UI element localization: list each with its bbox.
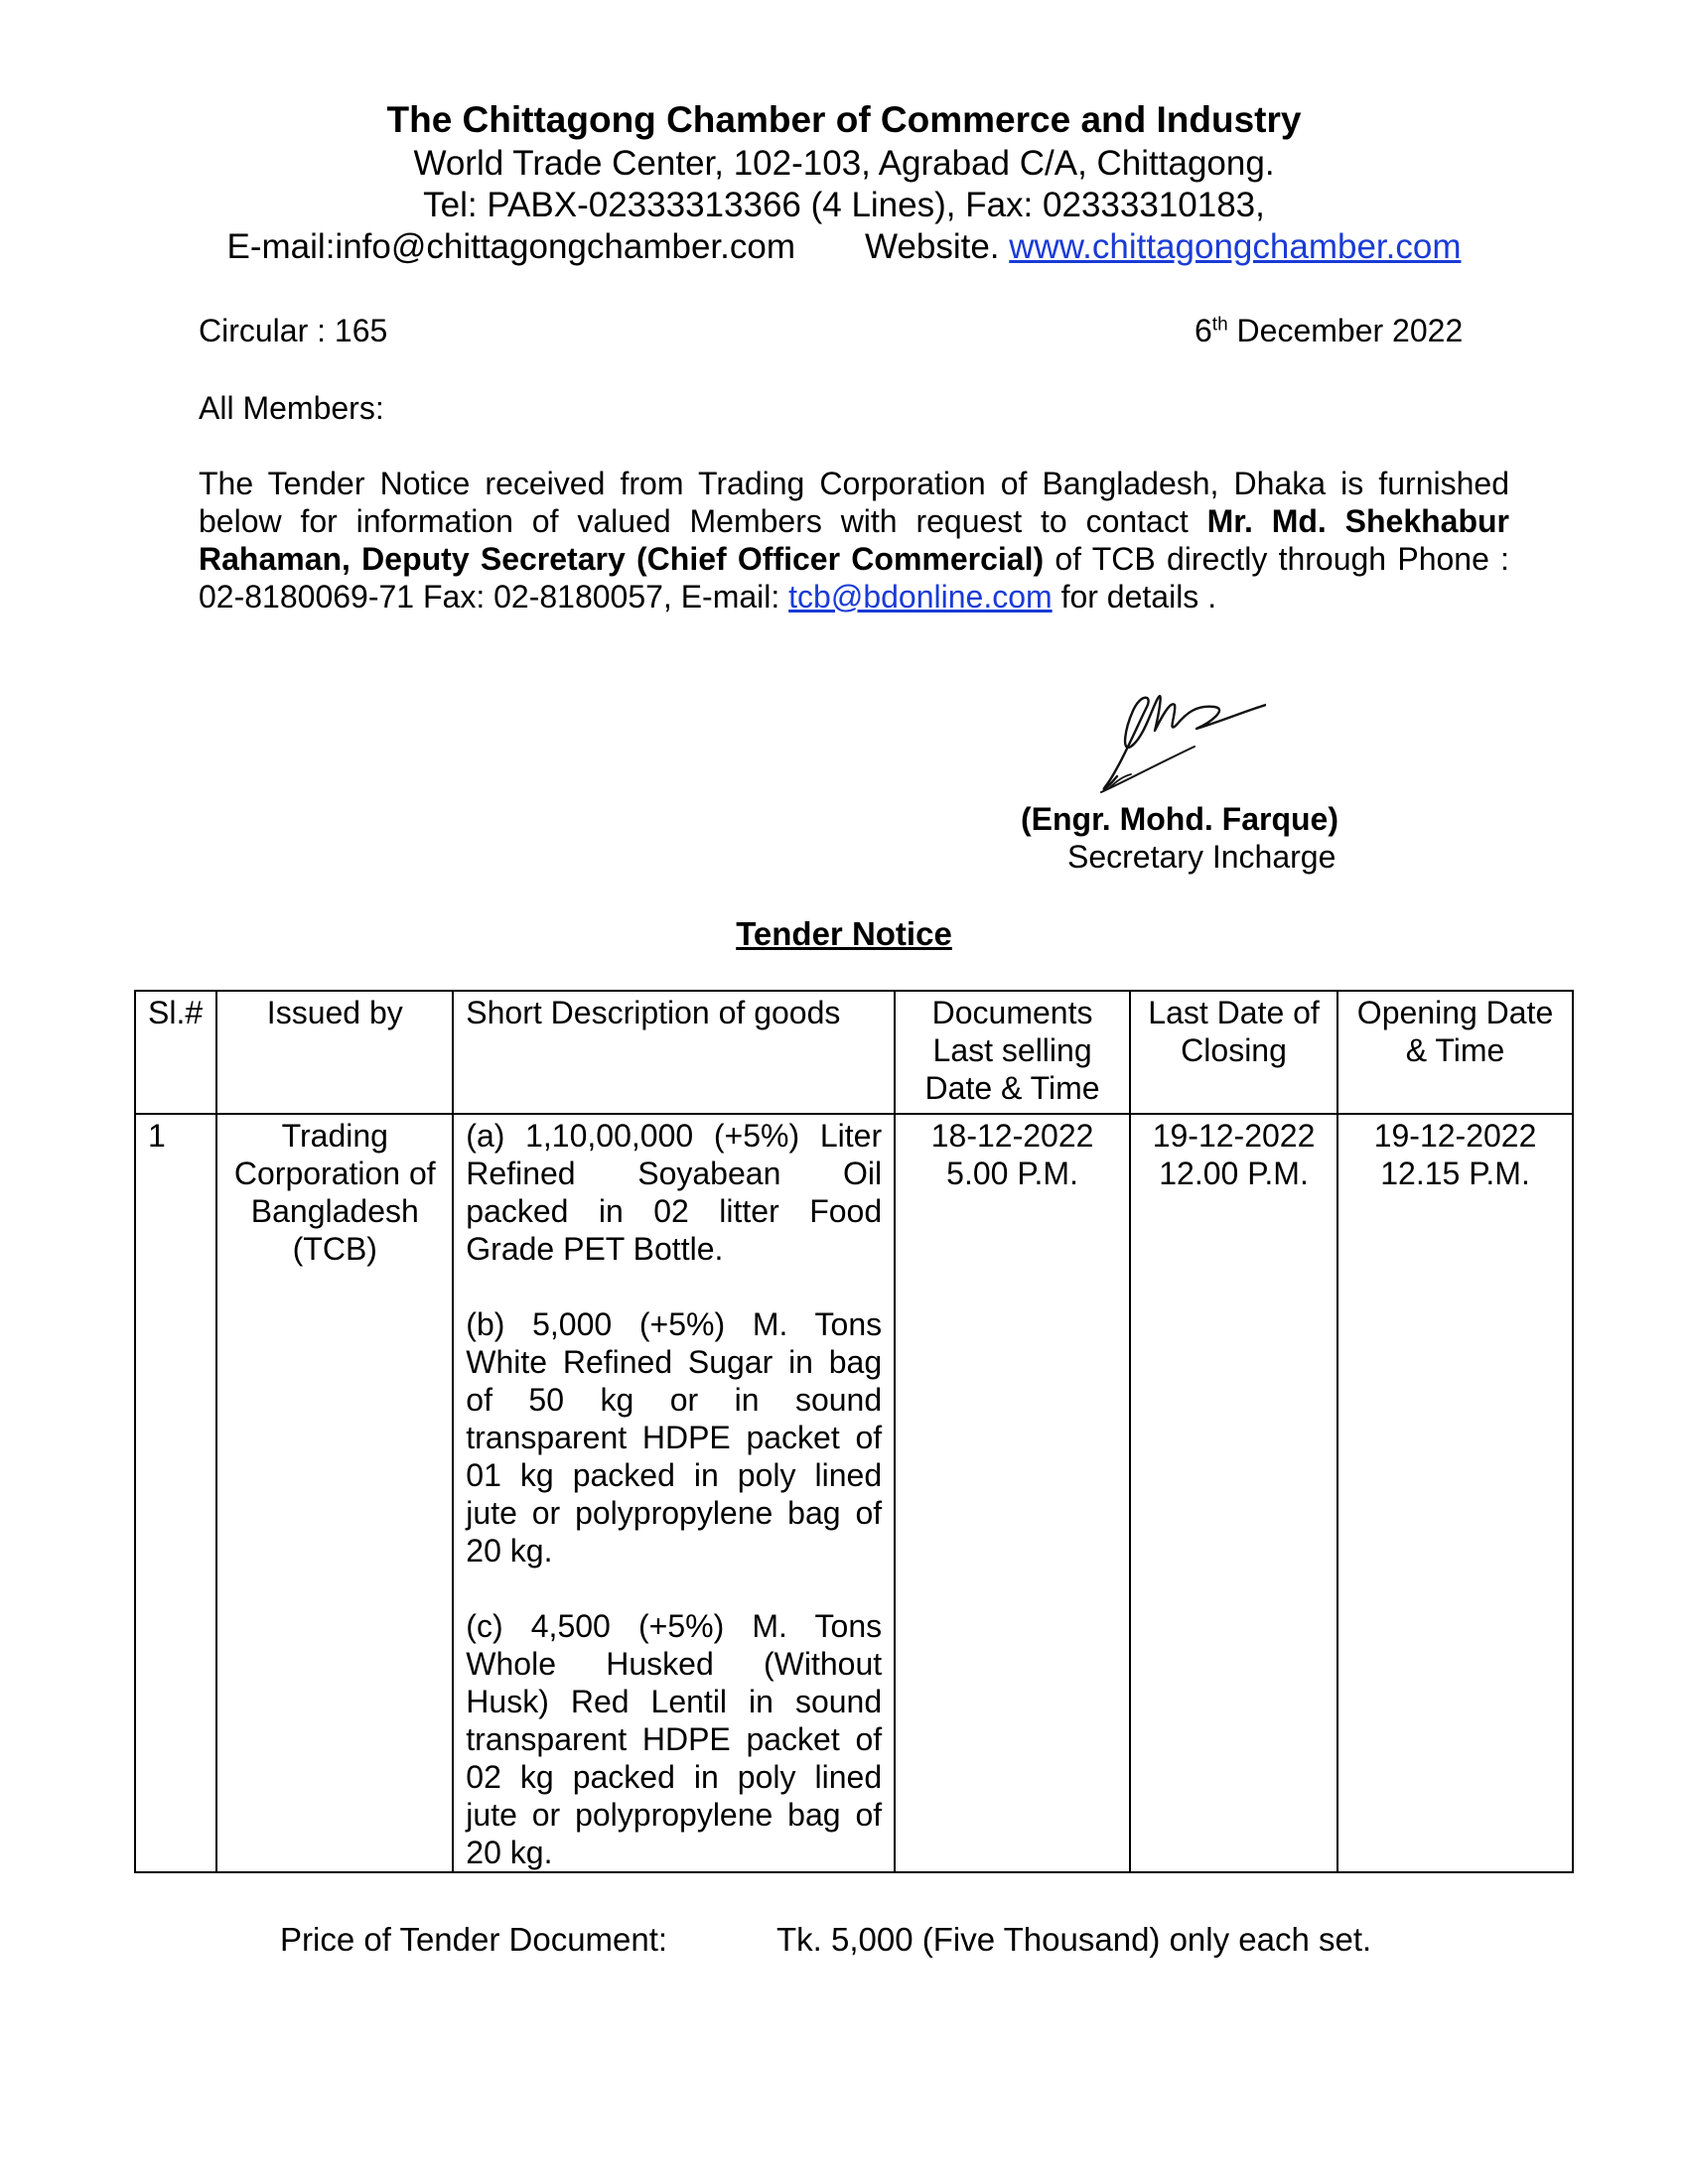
- website-link[interactable]: www.chittagongchamber.com: [1009, 227, 1462, 266]
- tender-notice-title: Tender Notice: [736, 915, 952, 952]
- organization-name: The Chittagong Chamber of Commerce and Industry: [386, 99, 1302, 140]
- close-time: 12.00 P.M.: [1159, 1156, 1309, 1191]
- open-date: 19-12-2022: [1373, 1118, 1537, 1154]
- phone-fax-line: Tel: PABX-02333313366 (4 Lines), Fax: 02333310183,: [423, 186, 1265, 224]
- body-text-3: for details .: [1052, 579, 1217, 614]
- doc-time: 5.00 P.M.: [946, 1156, 1078, 1191]
- header-documents: Documents Last selling Date & Time: [895, 991, 1130, 1114]
- circular-number: Circular : 165: [199, 313, 388, 348]
- header-sl: Sl.#: [135, 991, 216, 1114]
- table-row: [135, 1114, 1573, 1872]
- goods-item-a: (a) 1,10,00,000 (+5%) Liter Refined Soyabean Oil packed in 02 litter Food Grade PET Bottle.: [466, 1118, 883, 1267]
- salutation: All Members:: [199, 390, 384, 426]
- date-month-year: December 2022: [1227, 313, 1464, 348]
- doc-date: 18-12-2022: [930, 1118, 1094, 1154]
- body-paragraph: [199, 465, 1509, 615]
- close-date: 19-12-2022: [1152, 1118, 1316, 1154]
- price-value: Tk. 5,000 (Five Thousand) only each set.: [776, 1921, 1372, 1958]
- body-text-2: of TCB directly through Phone : 02-8180069-71 Fax: 02-8180057, E-mail:: [199, 541, 1510, 614]
- goods-item-b: (b) 5,000 (+5%) M. Tons White Refined Sugar in bag of 50 kg or in sound transparent HDPE packet of 01 kg packed in poly lined jute or polypropylene bag of 20 kg.: [466, 1306, 883, 1569]
- signature-image: [1087, 685, 1266, 804]
- table-header-row: [135, 991, 1573, 1114]
- tcb-email-link[interactable]: tcb@bdonline.com: [788, 579, 1053, 614]
- circular-date: [1195, 312, 1463, 349]
- contact-person: Mr. Md. Shekhabur Rahaman, Deputy Secretary (Chief Officer Commercial): [199, 503, 1510, 577]
- date-suffix: th: [1211, 314, 1228, 336]
- header-opening: Opening Date & Time: [1337, 991, 1573, 1114]
- date-day: 6: [1195, 313, 1212, 348]
- cell-opening: [1337, 1114, 1573, 1872]
- header-description: Short Description of goods: [453, 991, 895, 1114]
- signatory-name: (Engr. Mohd. Farque): [1021, 801, 1338, 837]
- cell-closing: [1130, 1114, 1337, 1872]
- contact-line: [0, 226, 1688, 268]
- tender-table: [134, 990, 1574, 1873]
- email-text: E-mail:info@chittagongchamber.com: [226, 227, 795, 266]
- goods-item-c: (c) 4,500 (+5%) M. Tons Whole Husked (Without Husk) Red Lentil in sound transparent HDPE packet of 02 kg packed in poly lined jute or polypropylene bag of 20 kg.: [466, 1608, 883, 1870]
- website-label: Website.: [864, 227, 1000, 266]
- cell-issued-by: Trading Corporation of Bangladesh (TCB): [216, 1114, 453, 1872]
- signatory-title: Secretary Incharge: [1067, 839, 1336, 875]
- address-line: World Trade Center, 102-103, Agrabad C/A, Chittagong.: [413, 144, 1275, 183]
- header-issued-by: Issued by: [216, 991, 453, 1114]
- open-time: 12.15 P.M.: [1380, 1156, 1530, 1191]
- price-label: Price of Tender Document:: [280, 1921, 668, 1958]
- body-text-1: The Tender Notice received from Trading Corporation of Bangladesh, Dhaka is furnished below for information of valued Members with request to contact: [199, 466, 1509, 539]
- cell-sl: 1: [135, 1114, 216, 1872]
- header-closing: Last Date of Closing: [1130, 991, 1337, 1114]
- cell-documents: [895, 1114, 1130, 1872]
- cell-description: [453, 1114, 895, 1872]
